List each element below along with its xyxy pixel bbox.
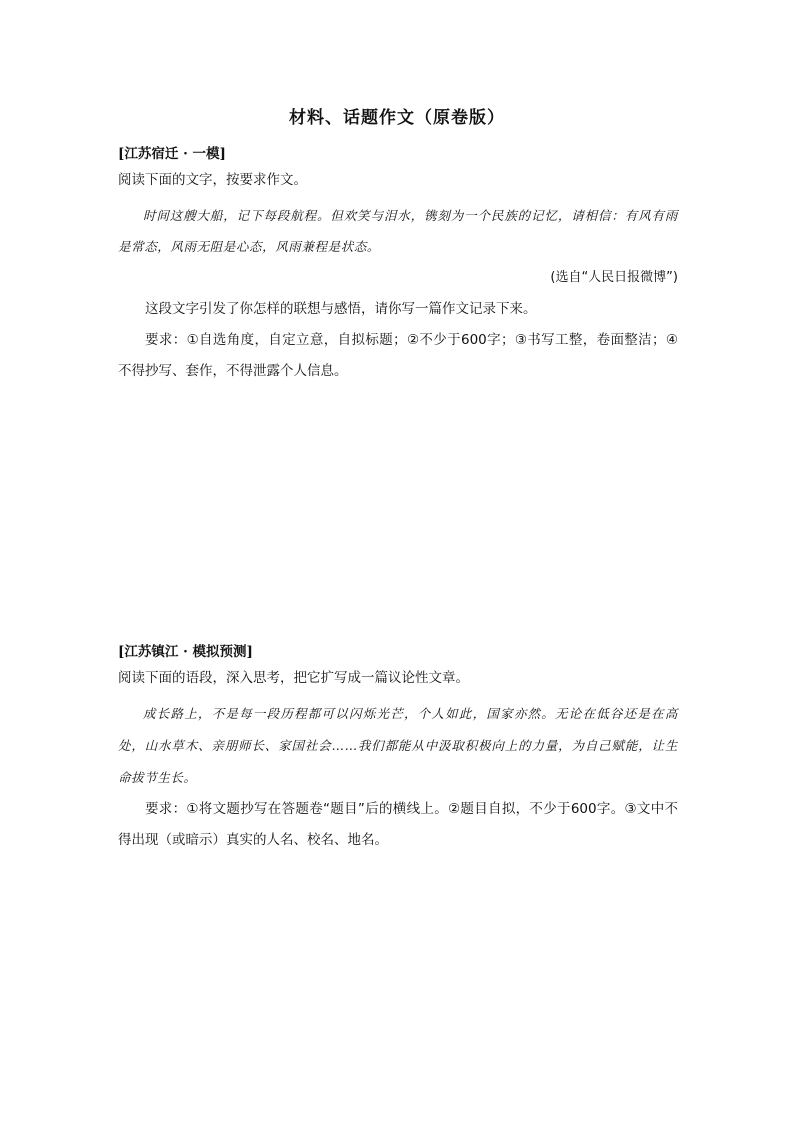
- writing-prompt: 这段文字引发了你怎样的联想与感悟，请你写一篇作文记录下来。: [145, 301, 537, 317]
- requirements-text: 要求：①自选角度，自定立意，自拟标题；②不少于600字；③书写工整，卷面整洁；④不得抄写、套作，不得泄露个人信息。: [118, 332, 678, 379]
- requirements-text: 要求：①将文题抄写在答题卷“题目”后的横线上。②题目自拟，不少于600字。③文中不得出现（或暗示）真实的人名、校名、地名。: [118, 801, 678, 848]
- question-instruction: 阅读下面的文字，按要求作文。: [118, 172, 307, 188]
- material-text: 成长路上，不是每一段历程都可以闪烁光芒，个人如此，国家亦然。无论在低谷还是在高处，山水草木、亲朋师长、家国社会……我们都能从中汲取积极向上的力量，为自己赋能，让生命拔节生长。: [118, 706, 678, 785]
- question-source: [江苏镇江 · 模拟预测]: [118, 644, 253, 660]
- material-citation: (选自“人民日报微博”): [550, 270, 678, 285]
- question-instruction: 阅读下面的语段，深入思考，把它扩写成一篇议论性文章。: [118, 670, 469, 686]
- document-title: 材料、话题作文（原卷版）: [289, 108, 505, 128]
- essay-question-2: [118, 642, 678, 856]
- question-source: [江苏宿迁 · 一模]: [118, 146, 226, 162]
- material-text: 时间这艘大船，记下每段航程。但欢笑与泪水，镌刻为一个民族的记忆，请相信：有风有雨是常态，风雨无阻是心态，风雨兼程是状态。: [118, 208, 678, 254]
- essay-question-1: [118, 144, 678, 387]
